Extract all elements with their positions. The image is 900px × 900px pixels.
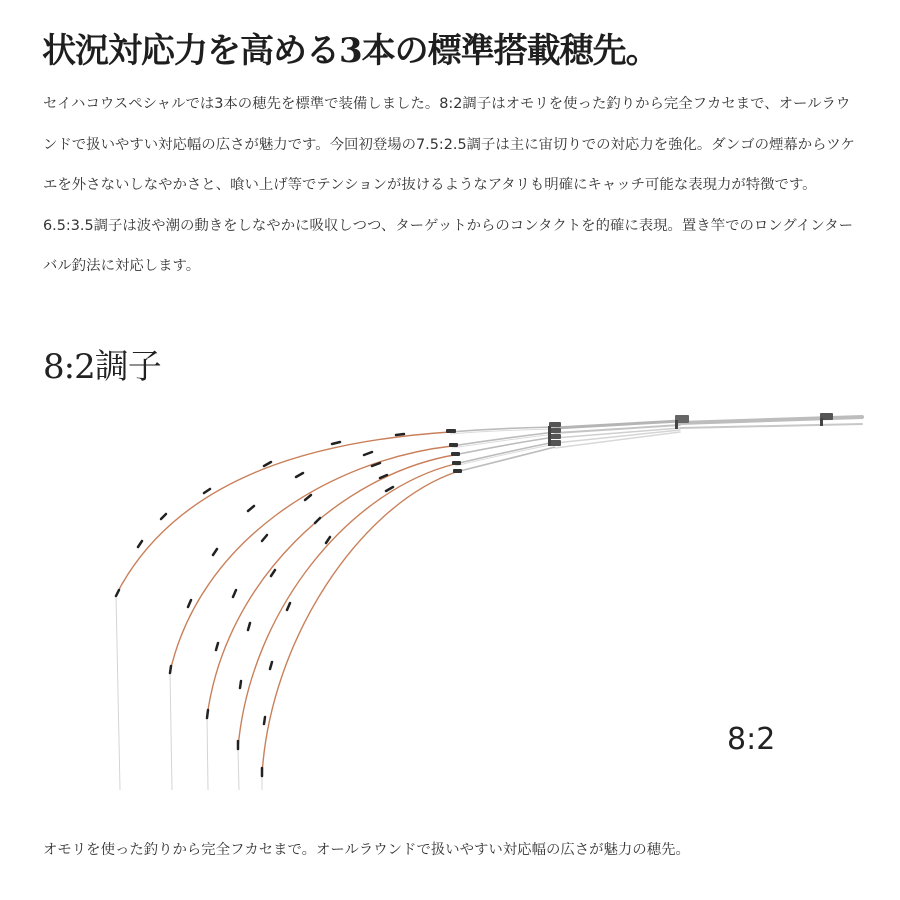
rod-butt-section (555, 417, 862, 448)
rod-guides (116, 434, 404, 776)
section-heading: 8:2調子 (43, 347, 161, 387)
page-title: 状況対応力を高める3本の標準搭載穂先。 (42, 30, 659, 71)
rod-mid-sections (450, 427, 555, 472)
fishing-lines (116, 595, 262, 790)
rod-tip-curves (116, 432, 456, 775)
rod-action-label: 8:2 (727, 722, 776, 757)
intro-paragraph: セイハコウスペシャルでは3本の穂先を標準で装備しました。8:2調子はオモリを使った釣りから完全フカセまで、オールラウンドで扱いやすい対応幅の広さが魅力です。今回初登場の7.5:2.5調子は主に宙切りでの対応力を強化。ダンゴの煙幕からツケエを外さないしなやかさと、喰い上げ等でテンションが抜けるようなアタリも明確にキャッチ可能な表現力が特徴です。6.5:3.5調子は波や潮の動きをしなやかに吸収しつつ、ターゲットからのコンタクトを的確に表現。置き竿でのロングインターバル釣法に対応します。 (43, 96, 855, 274)
figure-caption: オモリを使った釣りから完全フカセまで。オールラウンドで扱いやすい対応幅の広さが魅力の穂先。 (43, 842, 690, 858)
